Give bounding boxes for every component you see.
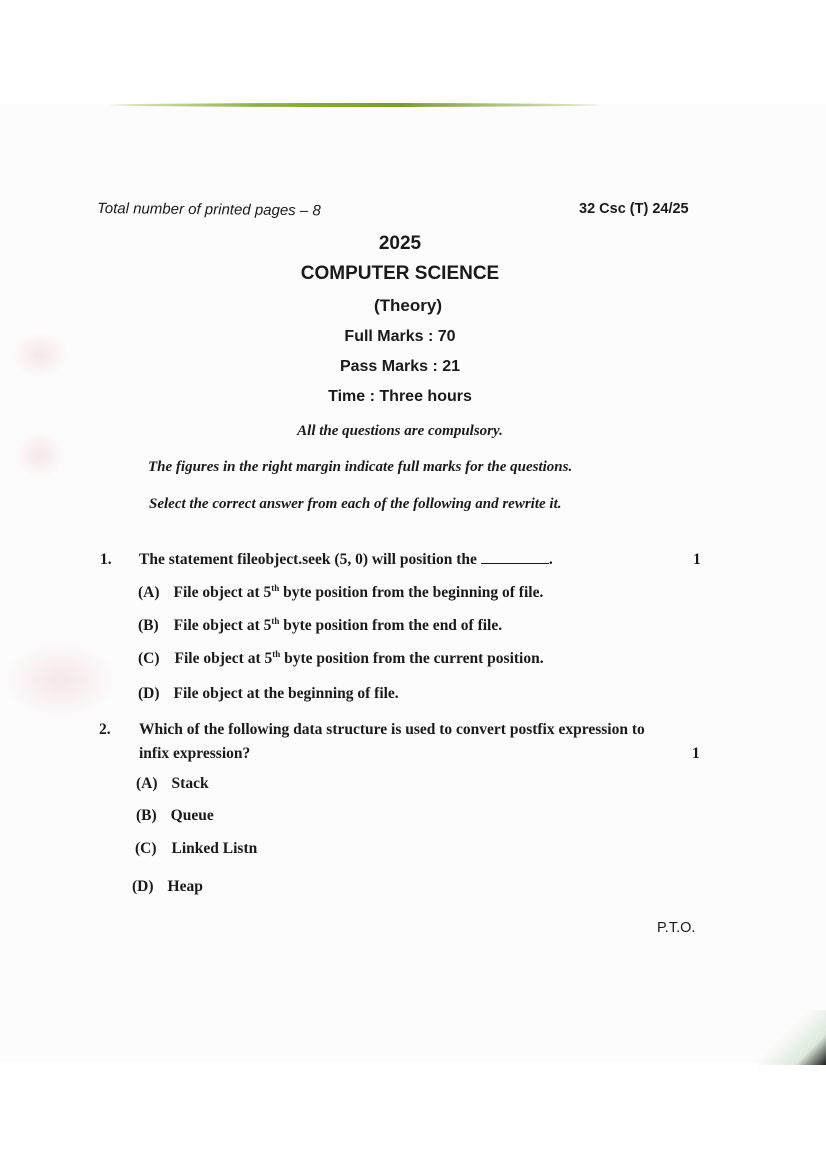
option-text: File object at 5th byte position from the end of file. — [173, 616, 503, 634]
option-text: Queue — [170, 807, 214, 824]
question-number: 1. — [100, 551, 112, 568]
exam-year: 2025 — [378, 233, 422, 254]
question-text-start: The statement fileobject.seek (5, 0) will position the — [139, 551, 481, 568]
paper-stain — [0, 640, 120, 720]
option-text: File object at 5th byte position from the beginning of file. — [173, 583, 544, 601]
option-d — [132, 878, 203, 896]
paper-top-edge — [110, 103, 600, 107]
instruction-compulsory: All the questions are compulsory. — [297, 423, 503, 439]
answer-blank — [481, 551, 549, 564]
option-label: (D) — [138, 685, 160, 702]
instruction-select-answer: Select the correct answer from each of the following and rewrite it. — [149, 496, 562, 512]
paper-type: (Theory) — [374, 296, 442, 315]
option-b — [138, 616, 502, 635]
please-turn-over: P.T.O. — [657, 920, 696, 936]
question-number: 2. — [99, 721, 111, 738]
option-label: (A) — [136, 775, 158, 792]
question-text-line-2: infix expression? — [139, 745, 251, 762]
option-label: (B) — [138, 617, 159, 634]
question-marks: 1 — [692, 745, 700, 762]
option-b — [136, 807, 214, 825]
option-text: File object at 5th byte position from the current position. — [174, 649, 544, 667]
printed-pages-note: Total number of printed pages – 8 — [96, 200, 321, 220]
paper-corner-curl — [756, 1010, 826, 1065]
option-c — [138, 649, 544, 668]
option-label: (B) — [136, 807, 157, 824]
option-text: Linked Listn — [171, 840, 258, 857]
option-text: Heap — [167, 878, 203, 895]
full-marks: Full Marks : 70 — [344, 328, 456, 345]
paper-code: 32 Csc (T) 24/25 — [579, 201, 689, 217]
option-label: (A) — [138, 584, 160, 601]
question-text-end: . — [548, 551, 553, 568]
subject-title: COMPUTER SCIENCE — [300, 263, 500, 284]
option-d — [138, 685, 399, 703]
option-label: (C) — [135, 840, 157, 857]
option-text: Stack — [171, 775, 209, 792]
pass-marks: Pass Marks : 21 — [339, 358, 461, 375]
option-label: (D) — [132, 878, 154, 895]
question-text — [139, 551, 553, 569]
option-c — [135, 840, 257, 858]
option-text: File object at the beginning of file. — [173, 685, 399, 702]
instruction-marks-margin: The figures in the right margin indicate full marks for the questions. — [148, 459, 573, 475]
question-marks: 1 — [693, 551, 701, 568]
question-text-line-1: Which of the following data structure is used to convert postfix expression to — [139, 721, 645, 738]
option-label: (C) — [138, 650, 160, 667]
option-a — [138, 583, 543, 602]
option-a — [136, 775, 209, 793]
time-allowed: Time : Three hours — [328, 388, 472, 405]
